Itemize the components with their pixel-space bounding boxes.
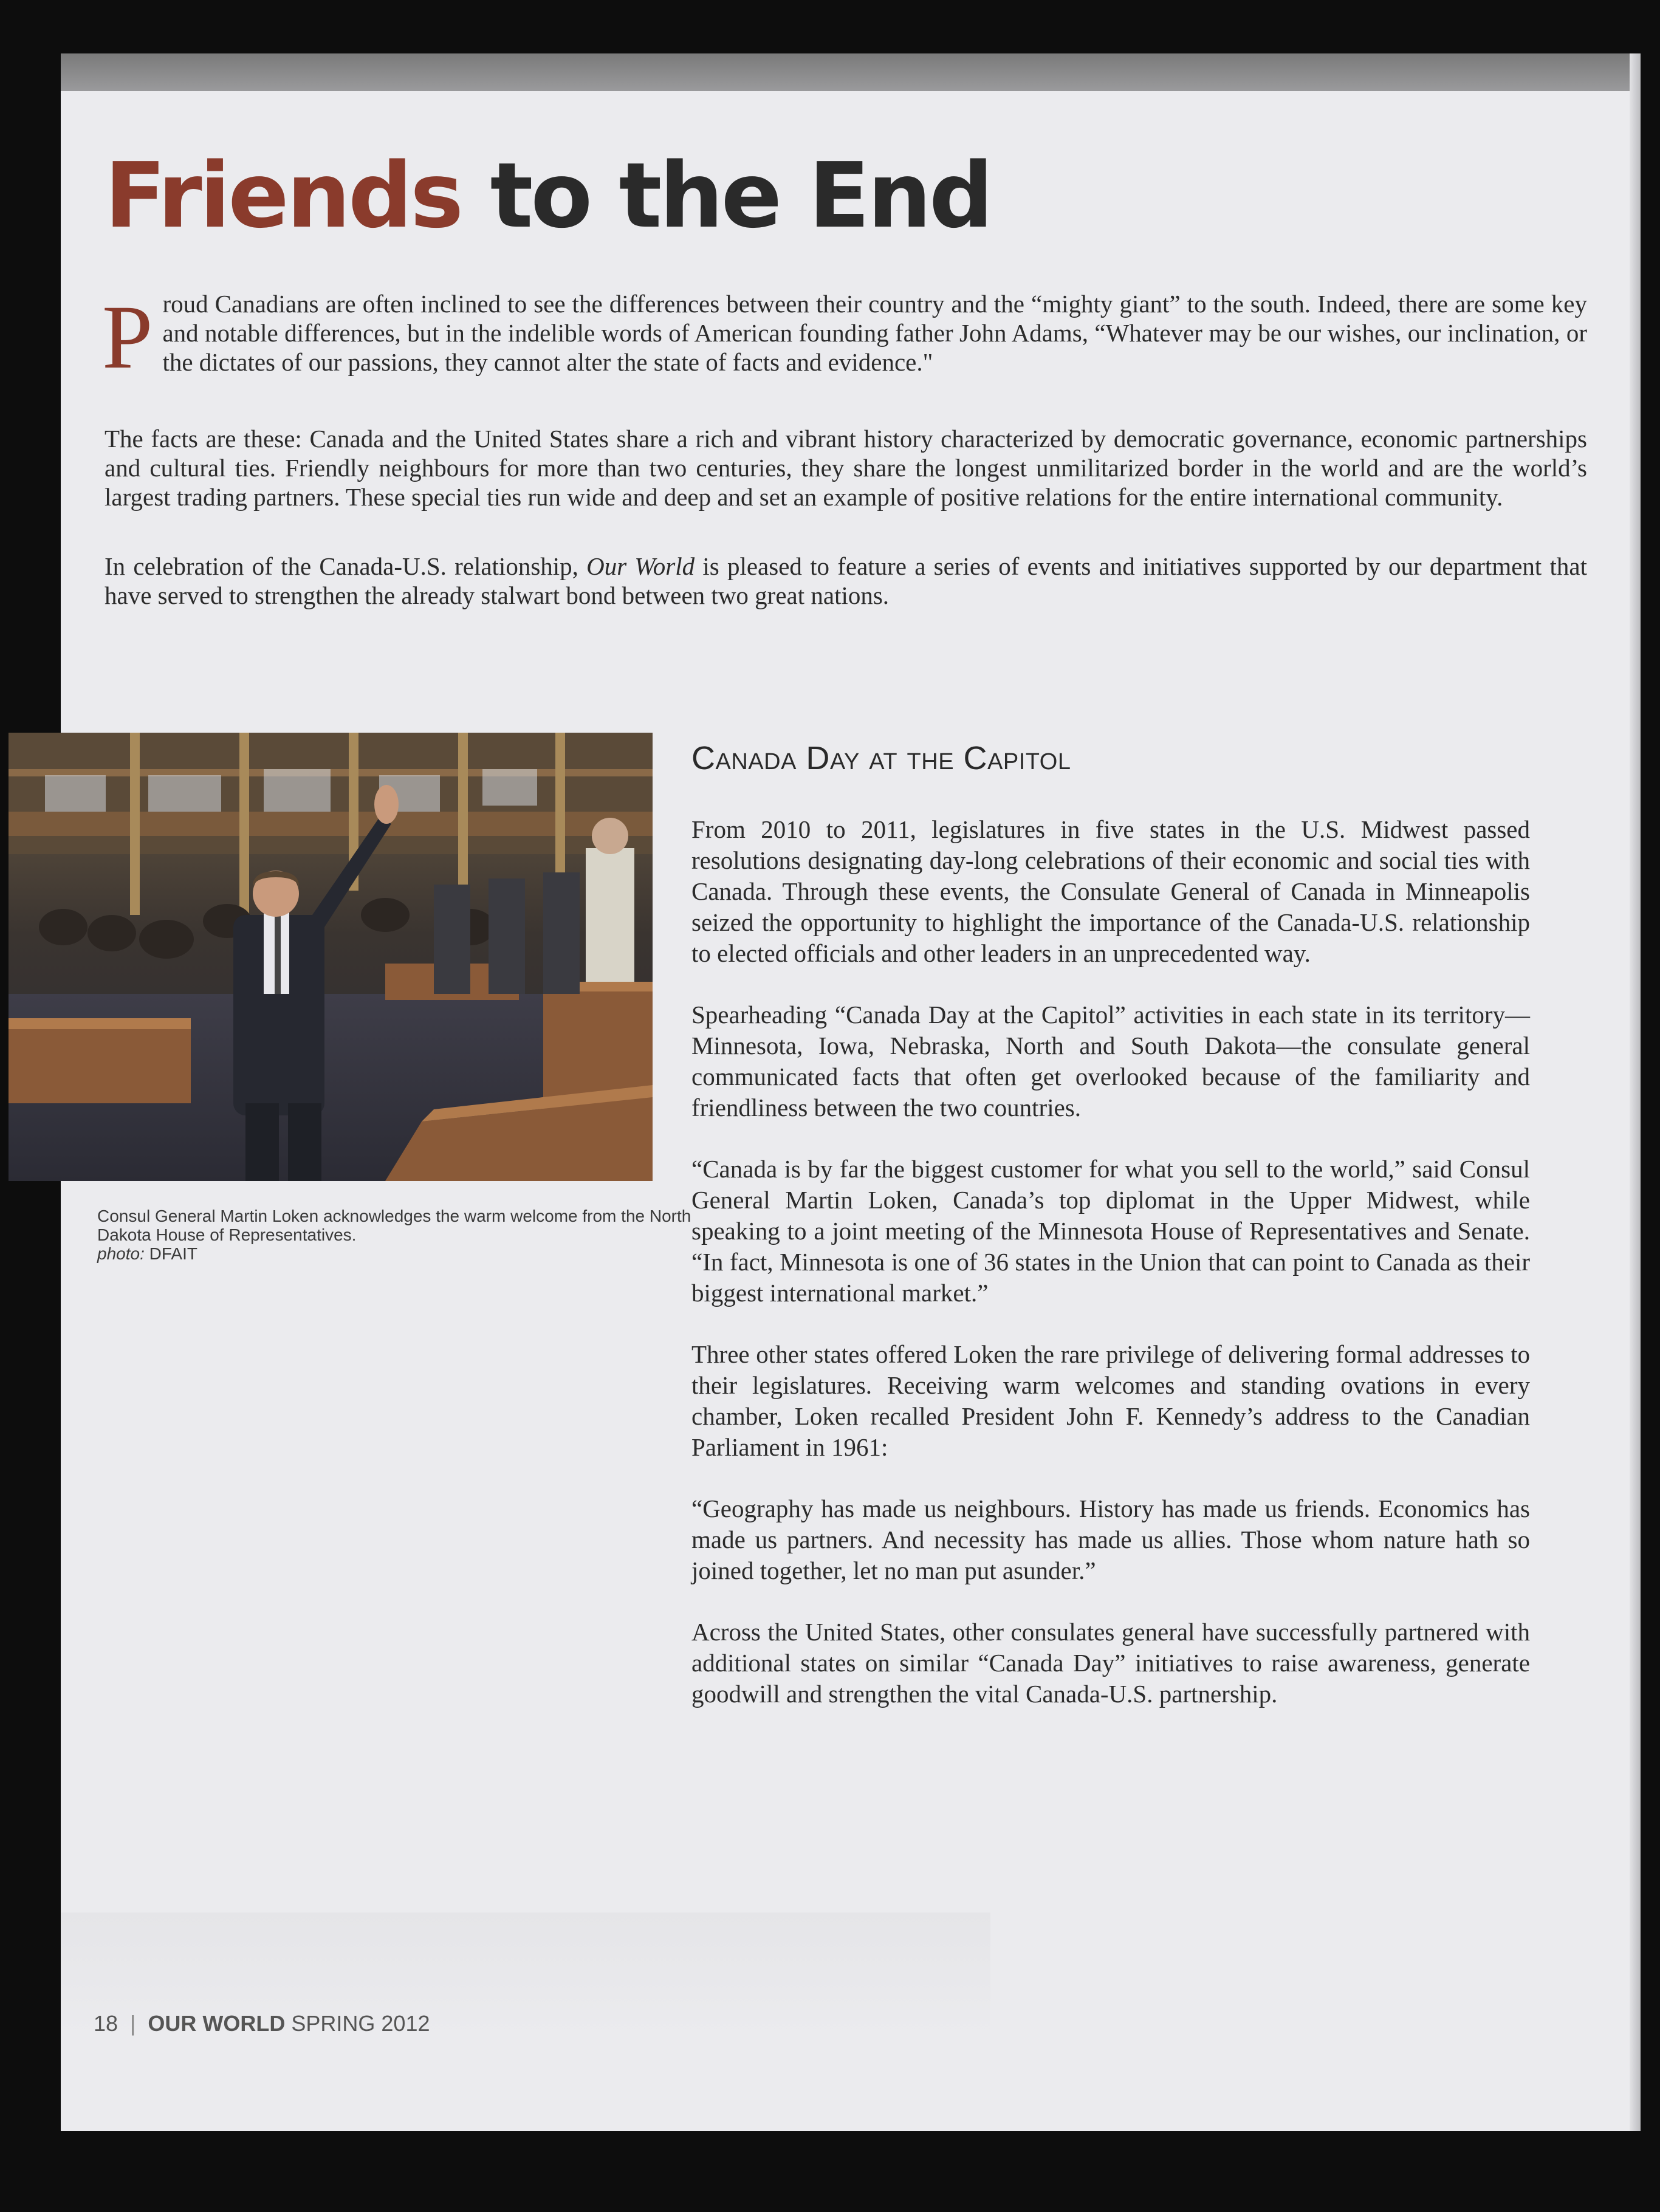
intro-lead-paragraph (102, 287, 1587, 388)
publication-name: Our World (586, 552, 695, 580)
article-title (105, 143, 992, 248)
title-accent: Friends (105, 143, 462, 248)
section-canada-day (691, 740, 1530, 1740)
intro-p3-after: is pleased to feature a series of events and initiatives supported by our department that have served to strengthen the already stalwart bond between two great nations. (105, 552, 1587, 609)
intro (102, 287, 1587, 650)
issue-label: SPRING 2012 (285, 2011, 430, 2036)
section-paragraph: Across the United States, other consulates general have successfully partnered with additional states on similar “Canada Day” initiatives to raise awareness, generate goodwill and strengthen the vital Canada-U.S. partnership. (691, 1618, 1530, 1708)
credit-label: photo: (97, 1244, 145, 1263)
page-number: 18 (94, 2011, 118, 2036)
page-footer (94, 2011, 430, 2036)
intro-paragraph-3 (105, 552, 1587, 610)
photo-credit (97, 1244, 693, 1263)
credit-value: DFAIT (144, 1244, 197, 1263)
section-heading: Canada Day at the Capitol (691, 740, 1071, 776)
footer-separator: | (130, 2011, 136, 2036)
section-paragraph: Three other states offered Loken the rare privilege of delivering formal addresses to their legislatures. Receiving warm welcomes and standing ovations in every chamber, Loken recalled President John F. Kennedy’s address to the Canadian Parliament in 1961: (691, 1340, 1530, 1461)
intro-p3-before: In celebration of the Canada-U.S. relationship, (105, 552, 587, 580)
section-paragraph: From 2010 to 2011, legislatures in five states in the U.S. Midwest passed resolutions designating day-long celebrations of their economic and social ties with Canada. Through these events, the Consulate General of Canada in Minneapolis seized the opportunity to highlight the importance of the Canada-U.S. relationship to elected officials and other leaders in an unprecedented way. (691, 815, 1530, 967)
page-top-band (61, 53, 1641, 91)
legislature-chamber-photo (9, 733, 653, 1181)
caption-text: Consul General Martin Loken acknowledges the warm welcome from the North Dakota House of Representatives. (97, 1207, 691, 1244)
section-quote: “Geography has made us neighbours. History has made us friends. Economics has made us partners. And necessity has made us allies. Those whom nature hath so joined together, let no man put asunder.” (691, 1495, 1530, 1584)
article-photo (9, 733, 653, 1181)
magazine-name: OUR WORLD (148, 2011, 286, 2036)
intro-paragraph-2: The facts are these: Canada and the United States share a rich and vibrant history characterized by democratic governance, economic partnerships and cultural ties. Friendly neighbours for more than two centuries, they share the longest unmilitarized border in the world and are the world’s largest trading partners. These special ties run wide and deep and set an example of positive relations for the entire international community. (105, 425, 1587, 511)
intro-lead-text: roud Canadians are often inclined to see the differences between their country and the “mighty giant” to the south. Indeed, there are some key and notable differences, but in the indelible words of American founding father John Adams, “Whatever may be our wishes, our inclination, or the dictates of our passions, they cannot alter the state of facts and evidence." (162, 290, 1587, 376)
page-edge (1630, 53, 1641, 2131)
section-paragraph: Spearheading “Canada Day at the Capitol” activities in each state in its territory—Minnesota, Iowa, Nebraska, North and South Dakota—the consulate general communicated facts that often get overlooked because of the familiarity and friendliness between the two countries. (691, 1001, 1530, 1121)
photo-caption (97, 1207, 693, 1263)
drop-cap: P (102, 287, 153, 388)
title-rest: to the End (461, 143, 992, 248)
section-paragraph: “Canada is by far the biggest customer for what you sell to the world,” said Consul General Martin Loken, Canada’s top diplomat in the Upper Midwest, while speaking to a joint meeting of the Minnesota House of Representatives and Senate. “In fact, Minnesota is one of 36 states in the Union that can point to Canada as their biggest international market.” (691, 1155, 1530, 1307)
